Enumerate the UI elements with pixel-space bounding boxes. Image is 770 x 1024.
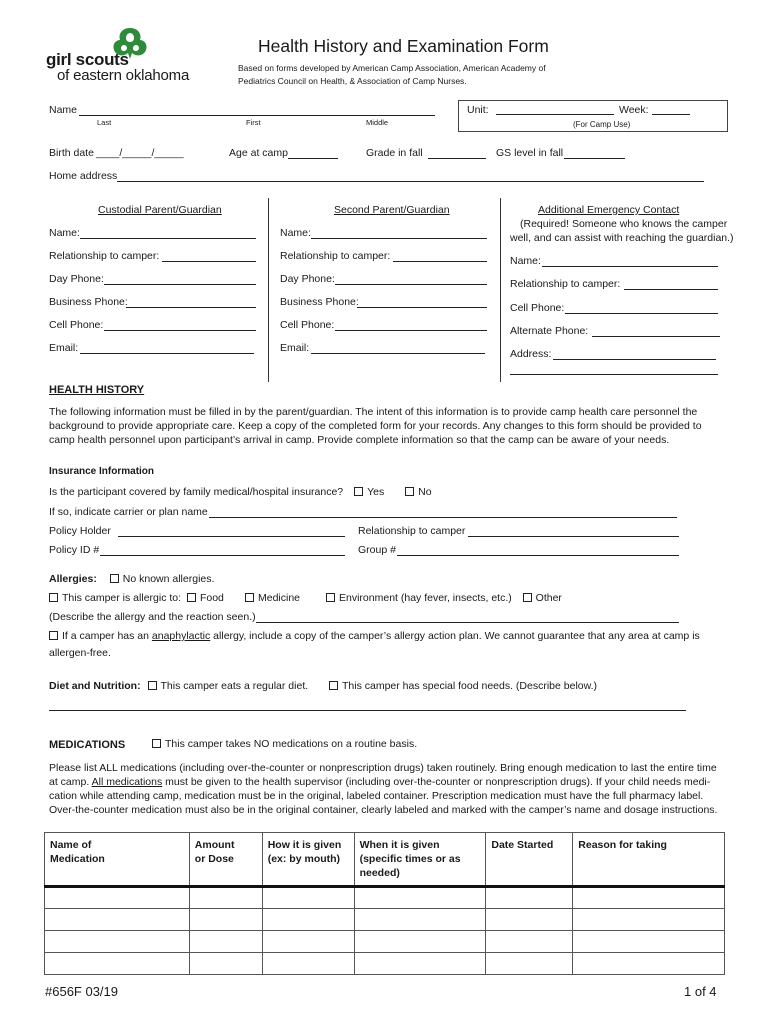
describe-allergy-field[interactable] xyxy=(256,622,679,623)
table-cell[interactable] xyxy=(189,909,262,931)
food-allergy-label: Food xyxy=(199,592,224,604)
no-medications-label: This camper takes NO medications on a routine basis. xyxy=(165,738,418,750)
second-business-phone-field[interactable] xyxy=(357,307,487,308)
diet-row xyxy=(49,680,308,692)
custodial-day-phone-label: Day Phone: xyxy=(49,273,104,285)
insurance-no-label: No xyxy=(418,486,432,498)
food-allergy-checkbox[interactable] xyxy=(187,593,196,602)
regular-diet-checkbox[interactable] xyxy=(148,681,157,690)
table-cell[interactable] xyxy=(354,887,486,909)
second-email-field[interactable] xyxy=(311,353,485,354)
emergency-name-field[interactable] xyxy=(542,266,718,267)
table-cell[interactable] xyxy=(45,887,190,909)
medications-para-line-2 xyxy=(49,776,710,788)
health-intro-line-2: background to provide appropriate care. Keep a copy of the completed form for your records. Any changes to this form should be provided to xyxy=(49,420,702,432)
medicine-allergy-checkbox[interactable] xyxy=(245,593,254,602)
age-label: Age at camp xyxy=(229,147,288,159)
emergency-alt-phone-field[interactable] xyxy=(592,336,720,337)
custodial-email-label: Email: xyxy=(49,342,79,354)
grade-field[interactable] xyxy=(428,158,486,159)
allergic-checkbox[interactable] xyxy=(49,593,58,602)
describe-allergy-label: (Describe the allergy and the reaction seen.) xyxy=(49,611,256,623)
gs-level-label: GS level in fall xyxy=(496,147,564,159)
medicine-allergy-label: Medicine xyxy=(258,592,301,604)
anaphylactic-line-2: allergen-free. xyxy=(49,647,111,659)
medications-para-line-3: cation while attending camp, medication must be in the original, labeled container. Prescription medication must have the full pharmacy label. xyxy=(49,790,704,802)
medications-para-line-2-post: must be given to the health supervisor (including over-the-counter or nonprescription drugs). If your child needs medi- xyxy=(162,776,711,788)
insurance-no-checkbox[interactable] xyxy=(405,487,414,496)
relationship-field[interactable] xyxy=(468,536,679,537)
form-id: #656F 03/19 xyxy=(45,984,119,999)
allergic-to-label: This camper is allergic to: xyxy=(62,592,182,604)
table-cell[interactable] xyxy=(189,953,262,975)
table-cell[interactable] xyxy=(486,931,573,953)
medications-heading: MEDICATIONS xyxy=(49,739,126,751)
medications-para-line-4: Over-the-counter medication must also be in the original container, clearly labeled and marked with the camper’s name and dosage instructions. xyxy=(49,804,718,816)
special-diet xyxy=(329,680,597,692)
table-cell[interactable] xyxy=(45,953,190,975)
allergic-to-row xyxy=(49,592,224,604)
table-cell[interactable] xyxy=(573,909,725,931)
table-row xyxy=(45,909,725,931)
custodial-parent-heading: Custodial Parent/Guardian xyxy=(98,204,222,216)
relationship-label: Relationship to camper xyxy=(358,525,466,537)
week-label: Week: xyxy=(619,104,649,116)
other-allergy-label: Other xyxy=(535,592,562,604)
anaphylactic-post: allergy, include a copy of the camper’s allergy action plan. We cannot guarantee that any area at camp is xyxy=(210,630,700,642)
column-divider-2 xyxy=(500,198,501,382)
col-header-when-given: When it is given (specific times or as needed) xyxy=(354,833,486,887)
page-number: 1 of 4 xyxy=(684,984,717,999)
logo-line-1: girl scouts xyxy=(46,50,129,69)
second-relationship-field[interactable] xyxy=(393,261,487,262)
anaphylactic-word: anaphylactic xyxy=(151,630,211,642)
unit-field[interactable] xyxy=(496,114,614,115)
allergies-label: Allergies: xyxy=(49,573,97,585)
custodial-business-phone-label: Business Phone: xyxy=(49,296,128,308)
subtitle-line-2: Pediatrics Council on Health, & Association of Camp Nurses. xyxy=(238,76,467,86)
table-cell[interactable] xyxy=(573,931,725,953)
first-label: First xyxy=(246,118,261,127)
no-medications-checkbox[interactable] xyxy=(152,739,161,748)
environment-allergy xyxy=(326,592,562,604)
custodial-email-field[interactable] xyxy=(80,353,254,354)
table-cell[interactable] xyxy=(45,931,190,953)
diet-label: Diet and Nutrition: xyxy=(49,680,141,692)
medications-para-line-2-underlined: All medications xyxy=(91,776,163,788)
second-cell-phone-label: Cell Phone: xyxy=(280,319,335,331)
col-header-medication: Name of Medication xyxy=(45,833,190,887)
birth-date-field[interactable]: ____/_____/_____ xyxy=(96,147,184,159)
custodial-relationship-field[interactable] xyxy=(162,261,256,262)
second-name-field[interactable] xyxy=(311,238,487,239)
emergency-address-label: Address: xyxy=(510,348,552,360)
custodial-name-field[interactable] xyxy=(80,238,256,239)
policy-holder-field[interactable] xyxy=(118,536,345,537)
special-diet-label: This camper has special food needs. (Describe below.) xyxy=(342,680,598,692)
no-medications xyxy=(152,738,417,750)
anaphylactic-pre: If a camper has an xyxy=(62,630,152,642)
health-intro-line-3: camp health personnel upon participant’s arrival in camp. Provide complete information so that the camp can be aware of your needs. xyxy=(49,434,670,446)
emergency-note-line-1: (Required! Someone who knows the camper xyxy=(520,218,728,230)
grade-label: Grade in fall xyxy=(366,147,423,159)
regular-diet-label: This camper eats a regular diet. xyxy=(160,680,309,692)
policy-id-field[interactable] xyxy=(100,555,345,556)
table-cell[interactable] xyxy=(262,887,354,909)
last-label: Last xyxy=(97,118,112,127)
custodial-day-phone-field[interactable] xyxy=(104,284,256,285)
emergency-relationship-label: Relationship to camper: xyxy=(510,278,621,290)
col-header-dose: Amount or Dose xyxy=(189,833,262,887)
table-cell[interactable] xyxy=(573,887,725,909)
insurance-yes-label: Yes xyxy=(367,486,385,498)
second-email-label: Email: xyxy=(280,342,310,354)
emergency-address-field-2[interactable] xyxy=(510,374,718,375)
subtitle-line-1: Based on forms developed by American Camp Association, American Academy of xyxy=(238,63,546,73)
no-allergies-checkbox[interactable] xyxy=(110,574,119,583)
birth-date-label: Birth date xyxy=(49,147,94,159)
health-intro-line-1: The following information must be filled in by the parent/guardian. The intent of this information is to provide camp health care personnel the xyxy=(49,406,698,418)
second-parent-heading: Second Parent/Guardian xyxy=(334,204,450,216)
table-cell[interactable] xyxy=(486,887,573,909)
custodial-relationship-label: Relationship to camper: xyxy=(49,250,160,262)
logo-line-2: of eastern oklahoma xyxy=(57,67,190,84)
gs-level-field[interactable] xyxy=(564,158,625,159)
insurance-heading: Insurance Information xyxy=(49,466,155,477)
allergies-row xyxy=(49,573,214,585)
special-diet-checkbox[interactable] xyxy=(329,681,338,690)
table-cell[interactable] xyxy=(262,953,354,975)
emergency-alt-phone-label: Alternate Phone: xyxy=(510,325,589,337)
group-label: Group # xyxy=(358,544,396,556)
insurance-yes-checkbox[interactable] xyxy=(354,487,363,496)
diet-describe-field[interactable] xyxy=(49,710,686,711)
table-cell[interactable] xyxy=(189,887,262,909)
table-cell[interactable] xyxy=(486,909,573,931)
emergency-relationship-field[interactable] xyxy=(624,289,718,290)
week-field[interactable] xyxy=(652,114,690,115)
unit-label: Unit: xyxy=(467,104,489,116)
second-day-phone-field[interactable] xyxy=(335,284,487,285)
environment-allergy-checkbox[interactable] xyxy=(326,593,335,602)
second-name-label: Name: xyxy=(280,227,311,239)
custodial-business-phone-field[interactable] xyxy=(126,307,256,308)
table-cell[interactable] xyxy=(354,931,486,953)
table-cell[interactable] xyxy=(262,909,354,931)
table-cell[interactable] xyxy=(354,953,486,975)
medications-table-header xyxy=(45,833,725,887)
custodial-cell-phone-field[interactable] xyxy=(104,330,256,331)
table-cell[interactable] xyxy=(354,909,486,931)
column-divider-1 xyxy=(268,198,269,382)
table-row xyxy=(45,931,725,953)
insurance-question xyxy=(49,486,432,498)
other-allergy-checkbox[interactable] xyxy=(523,593,532,602)
table-row xyxy=(45,953,725,975)
emergency-cell-phone-label: Cell Phone: xyxy=(510,302,565,314)
middle-label: Middle xyxy=(366,118,389,127)
age-field[interactable] xyxy=(288,158,338,159)
page-title: Health History and Examination Form xyxy=(258,36,549,56)
custodial-cell-phone-label: Cell Phone: xyxy=(49,319,104,331)
table-cell[interactable] xyxy=(45,909,190,931)
second-day-phone-label: Day Phone: xyxy=(280,273,335,285)
policy-holder-label: Policy Holder xyxy=(49,525,111,537)
emergency-cell-phone-field[interactable] xyxy=(565,313,718,314)
table-row xyxy=(45,887,725,909)
table-cell[interactable] xyxy=(486,953,573,975)
insurance-question-text: Is the participant covered by family medical/hospital insurance? xyxy=(49,486,344,498)
medications-table xyxy=(44,832,725,975)
anaphylactic-line-1 xyxy=(49,630,700,642)
second-business-phone-label: Business Phone: xyxy=(280,296,359,308)
table-cell[interactable] xyxy=(573,953,725,975)
emergency-note-line-2: well, and can assist with reaching the guardian.) xyxy=(510,232,734,244)
emergency-name-label: Name: xyxy=(510,255,541,267)
environment-allergy-label: Environment (hay fever, insects, etc.) xyxy=(339,592,512,604)
col-header-how-given: How it is given (ex: by mouth) xyxy=(262,833,354,887)
name-label: Name xyxy=(49,104,78,116)
no-allergies-label: No known allergies. xyxy=(122,573,215,585)
camp-use-label: (For Camp Use) xyxy=(573,120,631,129)
col-header-date-started: Date Started xyxy=(486,833,573,887)
emergency-contact-heading: Additional Emergency Contact xyxy=(538,204,680,216)
table-cell[interactable] xyxy=(262,931,354,953)
second-cell-phone-field[interactable] xyxy=(335,330,487,331)
carrier-label: If so, indicate carrier or plan name xyxy=(49,506,208,518)
carrier-field[interactable] xyxy=(209,517,677,518)
anaphylactic-checkbox[interactable] xyxy=(49,631,58,640)
medicine-allergy xyxy=(245,592,300,604)
medications-para-line-2-pre: at camp. xyxy=(49,776,92,788)
table-cell[interactable] xyxy=(189,931,262,953)
health-history-heading: HEALTH HISTORY xyxy=(49,384,145,396)
policy-id-label: Policy ID # xyxy=(49,544,100,556)
name-field[interactable] xyxy=(79,115,435,116)
group-field[interactable] xyxy=(397,555,679,556)
home-address-label: Home address xyxy=(49,170,118,182)
home-address-field[interactable] xyxy=(117,181,704,182)
medications-para-line-1: Please list ALL medications (including over-the-counter or nonprescription drugs) taken routinely. Bring enough medication to last the entire time xyxy=(49,762,717,774)
col-header-reason: Reason for taking xyxy=(573,833,725,887)
camp-use-box xyxy=(458,100,728,132)
second-relationship-label: Relationship to camper: xyxy=(280,250,391,262)
custodial-name-label: Name: xyxy=(49,227,80,239)
emergency-address-field[interactable] xyxy=(553,359,716,360)
